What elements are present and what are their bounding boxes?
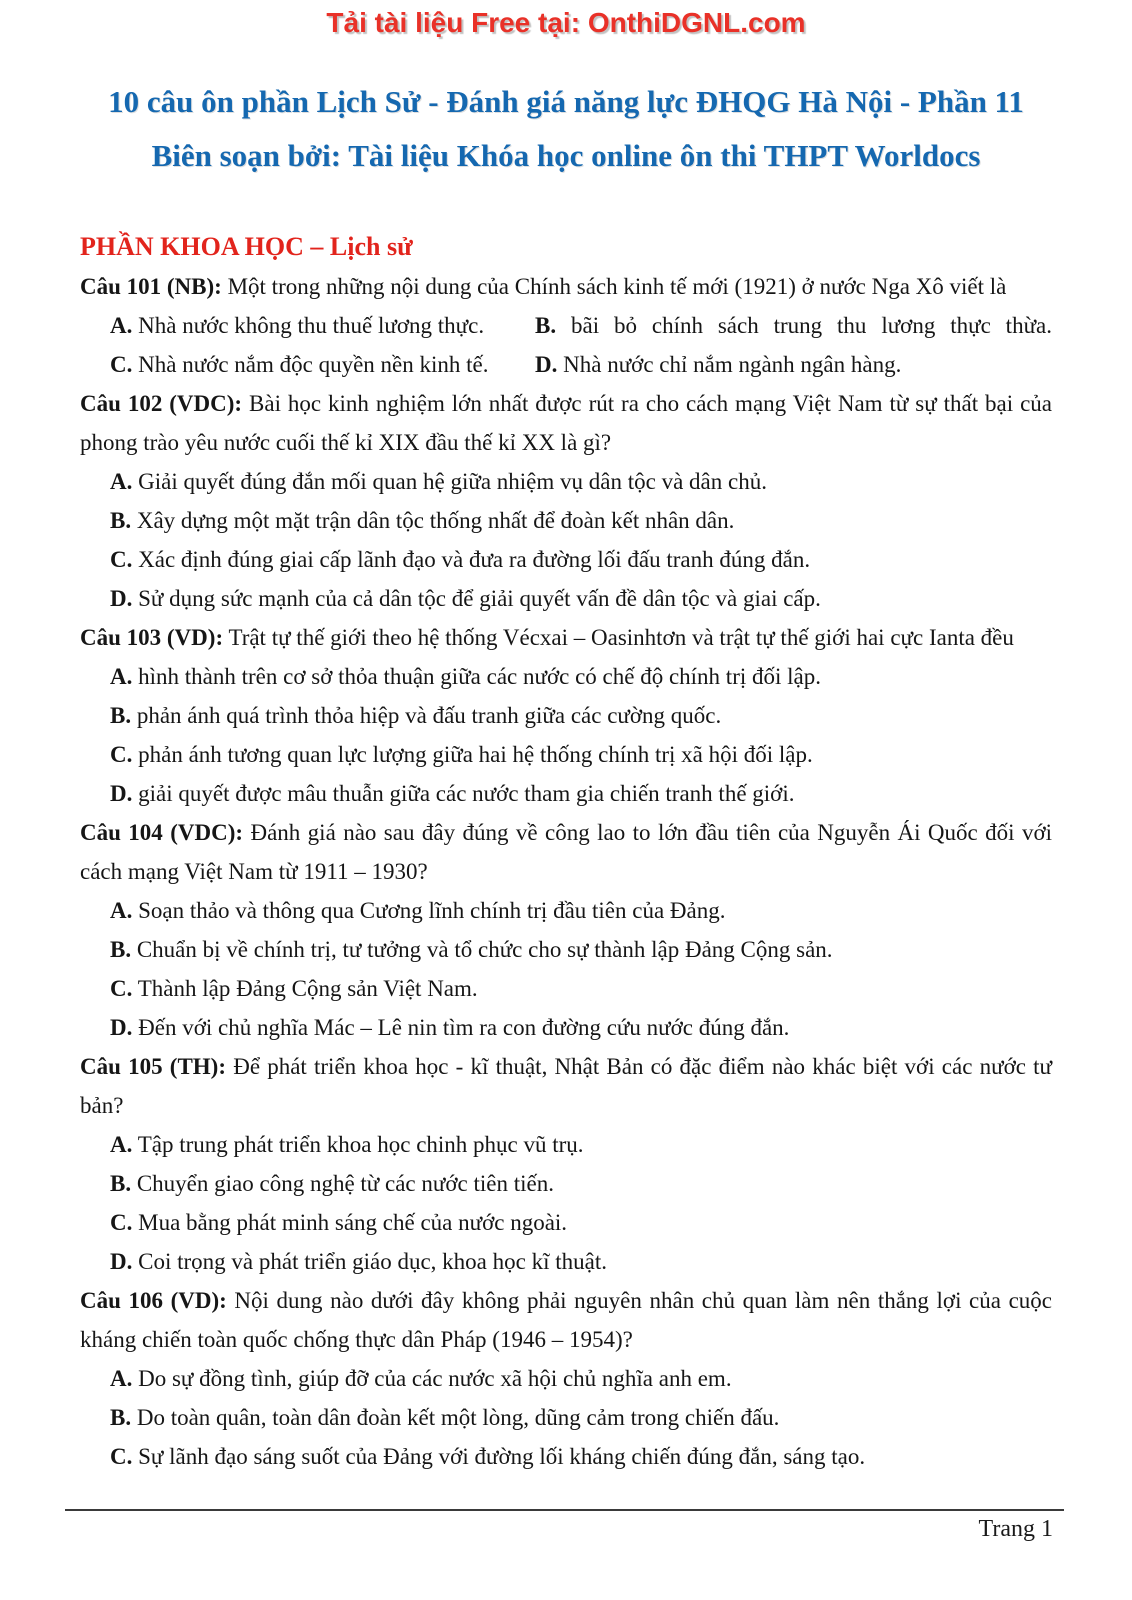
option-b (80, 696, 1052, 735)
question-body: Nội dung nào dưới đây không phải nguyên nhân chủ quan làm nên thắng lợi của cuộc kháng chiến toàn quốc chống thực dân Pháp (1946 – 1954)? (80, 1288, 1052, 1352)
option-a (80, 1359, 1052, 1398)
option-d (535, 345, 1052, 384)
option-text: Do toàn quân, toàn dân đoàn kết một lòng, dũng cảm trong chiến đấu. (136, 1405, 780, 1430)
option-d (80, 1242, 1052, 1281)
option-label: B. (110, 1405, 132, 1430)
option-label: B. (110, 1171, 132, 1196)
question-body: Bài học kinh nghiệm lớn nhất được rút ra cho cách mạng Việt Nam từ sự thất bại của phong trào yêu nước cuối thế kỉ XIX đầu thế kỉ XX là gì? (80, 391, 1052, 455)
question-label: Câu 103 (VD): (80, 625, 224, 650)
option-label: B. (110, 703, 132, 728)
option-text: Tập trung phát triển khoa học chinh phục vũ trụ. (137, 1132, 584, 1157)
section-heading: PHẦN KHOA HỌC – Lịch sử (80, 232, 413, 261)
question-104 (80, 813, 1052, 1047)
question-text (80, 384, 1052, 462)
option-label: D. (535, 352, 558, 377)
option-label: A. (110, 313, 133, 338)
options-list (80, 462, 1052, 618)
option-a (80, 1125, 1052, 1164)
option-text: phản ánh quá trình thỏa hiệp và đấu tranh giữa các cường quốc. (136, 703, 722, 728)
question-body: Để phát triển khoa học - kĩ thuật, Nhật Bản có đặc điểm nào khác biệt với các nước tư bản? (80, 1054, 1052, 1118)
question-body: Đánh giá nào sau đây đúng về công lao to lớn đầu tiên của Nguyễn Ái Quốc đối với cách mạng Việt Nam từ 1911 – 1930? (80, 820, 1052, 884)
option-label: A. (110, 1132, 133, 1157)
footer-divider (65, 1509, 1064, 1511)
option-label: C. (110, 352, 133, 377)
question-103 (80, 618, 1052, 813)
option-label: A. (110, 664, 133, 689)
option-c (80, 345, 535, 384)
option-c (80, 540, 1052, 579)
options-list (80, 1359, 1052, 1476)
option-c (80, 1203, 1052, 1242)
option-text: Do sự đồng tình, giúp đỡ của các nước xã hội chủ nghĩa anh em. (138, 1366, 732, 1391)
option-label: C. (110, 1210, 133, 1235)
options-list (80, 657, 1052, 813)
option-label: C. (110, 1444, 133, 1469)
question-text (80, 1047, 1052, 1125)
question-text (80, 813, 1052, 891)
option-label: A. (110, 1366, 133, 1391)
question-label: Câu 101 (NB): (80, 274, 222, 299)
option-a (80, 462, 1052, 501)
option-text: Sử dụng sức mạnh của cả dân tộc để giải quyết vấn đề dân tộc và giai cấp. (138, 586, 821, 611)
option-text: giải quyết được mâu thuẫn giữa các nước tham gia chiến tranh thế giới. (138, 781, 795, 806)
option-label: C. (110, 976, 133, 1001)
option-a (80, 657, 1052, 696)
option-text: Nhà nước chỉ nắm ngành ngân hàng. (563, 352, 902, 377)
option-text: Giải quyết đúng đắn mối quan hệ giữa nhiệm vụ dân tộc và dân chủ. (138, 469, 767, 494)
watermark-text: Tải tài liệu Free tại: OnthiDGNL.com (326, 7, 806, 38)
option-b (80, 501, 1052, 540)
option-b (80, 1398, 1052, 1437)
option-text: Xác định đúng giai cấp lãnh đạo và đưa ra đường lối đấu tranh đúng đắn. (138, 547, 811, 572)
question-text (80, 1281, 1052, 1359)
question-label: Câu 106 (VD): (80, 1288, 227, 1313)
document-title (0, 75, 1132, 183)
option-text: Sự lãnh đạo sáng suốt của Đảng với đường lối kháng chiến đúng đắn, sáng tạo. (138, 1444, 866, 1469)
option-label: D. (110, 1249, 133, 1274)
question-106 (80, 1281, 1052, 1476)
options-list (80, 1125, 1052, 1281)
option-label: A. (110, 898, 133, 923)
option-c (80, 1437, 1052, 1476)
option-text: Soạn thảo và thông qua Cương lĩnh chính trị đầu tiên của Đảng. (138, 898, 726, 923)
document-body (80, 227, 1052, 1476)
option-text: Xây dựng một mặt trận dân tộc thống nhất để đoàn kết nhân dân. (136, 508, 735, 533)
option-d (80, 774, 1052, 813)
title-line-1: 10 câu ôn phần Lịch Sử - Đánh giá năng lực ĐHQG Hà Nội - Phần 11 (108, 84, 1024, 119)
option-label: D. (110, 781, 133, 806)
option-b (80, 1164, 1052, 1203)
option-label: D. (110, 586, 133, 611)
question-101 (80, 267, 1052, 384)
option-text: Nhà nước nắm độc quyền nền kinh tế. (138, 352, 489, 377)
option-label: D. (110, 1015, 133, 1040)
option-b (80, 930, 1052, 969)
options-grid (80, 306, 1052, 384)
option-label: C. (110, 742, 133, 767)
question-label: Câu 105 (TH): (80, 1054, 226, 1079)
option-a (80, 891, 1052, 930)
option-c (80, 735, 1052, 774)
question-102 (80, 384, 1052, 618)
title-line-2: Biên soạn bởi: Tài liệu Khóa học online ôn thi THPT Worldocs (151, 138, 981, 173)
question-label: Câu 104 (VDC): (80, 820, 244, 845)
option-text: Coi trọng và phát triển giáo dục, khoa học kĩ thuật. (138, 1249, 607, 1274)
option-label: B. (535, 313, 557, 338)
option-b (535, 306, 1052, 345)
option-text: Chuyển giao công nghệ từ các nước tiên tiến. (136, 1171, 554, 1196)
question-text (80, 267, 1052, 306)
option-text: Nhà nước không thu thuế lương thực. (138, 313, 485, 338)
option-label: A. (110, 469, 133, 494)
option-d (80, 579, 1052, 618)
options-list (80, 891, 1052, 1047)
option-d (80, 1008, 1052, 1047)
question-body: Trật tự thế giới theo hệ thống Vécxai – Oasinhtơn và trật tự thế giới hai cực Ianta đều (228, 625, 1014, 650)
page-number: Trang 1 (978, 1516, 1053, 1542)
option-text: Thành lập Đảng Cộng sản Việt Nam. (137, 976, 478, 1001)
option-text: bãi bỏ chính sách trung thu lương thực thừa. (570, 313, 1052, 338)
option-text: phản ánh tương quan lực lượng giữa hai hệ thống chính trị xã hội đối lập. (138, 742, 813, 767)
option-text: Đến với chủ nghĩa Mác – Lê nin tìm ra con đường cứu nước đúng đắn. (138, 1015, 790, 1040)
option-text: Chuẩn bị về chính trị, tư tưởng và tổ chức cho sự thành lập Đảng Cộng sản. (136, 937, 833, 962)
option-text: hình thành trên cơ sở thỏa thuận giữa các nước có chế độ chính trị đối lập. (138, 664, 821, 689)
option-label: C. (110, 547, 133, 572)
option-c (80, 969, 1052, 1008)
question-label: Câu 102 (VDC): (80, 391, 243, 416)
option-label: B. (110, 508, 132, 533)
question-body: Một trong những nội dung của Chính sách kinh tế mới (1921) ở nước Nga Xô viết là (227, 274, 1007, 299)
option-text: Mua bằng phát minh sáng chế của nước ngoài. (138, 1210, 568, 1235)
option-label: B. (110, 937, 132, 962)
option-a (80, 306, 535, 345)
question-text (80, 618, 1052, 657)
question-105 (80, 1047, 1052, 1281)
